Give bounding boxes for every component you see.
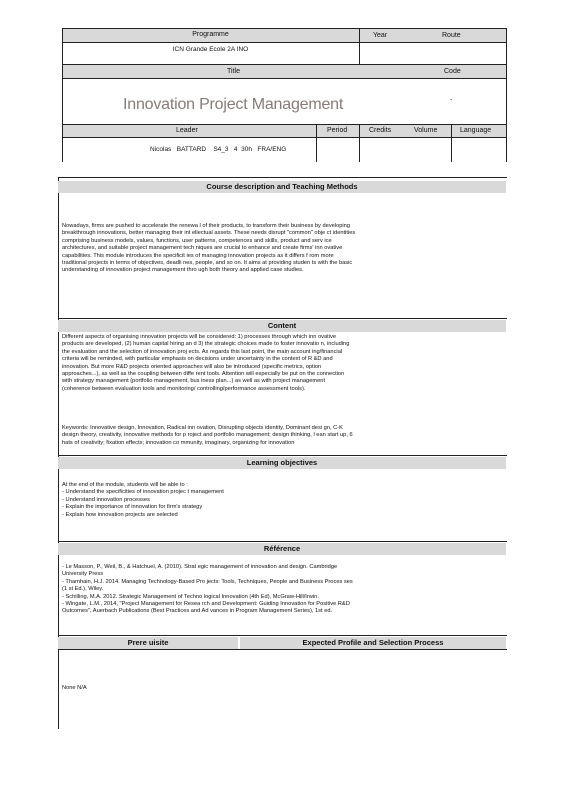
title-label: Title [227, 68, 240, 75]
text-line: - Understand innovation processes [62, 496, 150, 503]
language-label: Language [460, 127, 492, 134]
text-line: understanding of innovation project management thro ugh both theory and applied case studies. [62, 267, 304, 274]
text-line: - Thamhain, H.J. 2014. Managing Technology-Based Pro jects: Tools, Techniques, People and Business Proces ses [62, 578, 353, 585]
objectives-text [62, 482, 506, 519]
text-line: design theory, creativity, innovative methods for p roject and portfolio management; design thinking, l ean start up, 6 [62, 432, 353, 439]
divider [359, 124, 360, 162]
expected-profile-title: Expected Profile and Selection Process [240, 637, 506, 649]
course-description-text [62, 223, 506, 275]
text-line: Nowadays, firms are pushed to accelerate the renewa l of their products, to transform their business by developing [62, 223, 350, 229]
text-line: University Press [62, 571, 104, 578]
divider [62, 64, 506, 65]
text-line: traditional projects in terms of objectives, deadli nes, people, and so on. It aims at providing studen ts with the basic [62, 260, 353, 267]
divider [58, 318, 507, 319]
credits-label: Credits [369, 127, 392, 134]
text-line: Outcomes", Auerbach Publications (Best Practices and Ad vances in Program Management Series), 1st ed. [62, 608, 333, 615]
text-line: - Understand the specificities of innovation projec t management [62, 489, 224, 496]
content-text [62, 334, 506, 393]
divider [451, 124, 452, 162]
divider [58, 455, 507, 456]
programme-label: Programme [62, 29, 359, 42]
course-title: Innovation Project Management [123, 96, 344, 113]
year-label: Year [373, 32, 388, 39]
text-line: Different aspects of organising innovation projects will be considered: 1) processes through which inn ovative [62, 334, 336, 340]
divider [359, 28, 360, 64]
prerequisite-value: None N/A [62, 685, 87, 691]
text-line: with strategy management (portfolio management, bus iness plan...) as well as with project management [62, 378, 326, 385]
title-code-header [62, 65, 506, 78]
text-line: the evaluation and the selection of innovation proj ects. As regards this last point, the main account ing/financial [62, 348, 343, 355]
text-line: - Explain how innovation projects are selected [62, 511, 178, 518]
keywords-text [62, 425, 506, 447]
text-line: criteria will be reminded, with particular emphasis on decisions under uncertainty in the context of R &D and [62, 356, 333, 363]
text-line: hats of creativity; fixation effects; innovation co mmunity, imaginary, organizing for innovation [62, 439, 295, 446]
text-line: approaches...), as well as the coupling between diffe rent tools. Attention will especially be put on the connection [62, 371, 345, 378]
text-line: architectures, and suitable project management tech niques are crucial to enhance and create firms' inn ovative [62, 245, 343, 252]
divider [62, 78, 506, 79]
divider [62, 124, 506, 125]
text-line: breakthrough innovations, better managing their int ellectual assets. These needs disrupt "common" obje ct identities [62, 230, 356, 237]
text-line: - Explain the importance of innovation for firm's strategy [62, 504, 203, 511]
text-line: (coherence between evaluation tools and monitoring/ controlling/performance assessment tools). [62, 385, 306, 392]
route-label: Route [442, 32, 461, 39]
divider [58, 177, 507, 178]
text-line: innovation. But more R&D projects oriented approaches will also be introduced (specific metrics, option [62, 363, 322, 370]
leader-label: Leader [176, 127, 198, 134]
text-line: - Le Masson, P., Weil, B., & Hatchuel, A. (2010). Strat egic management of innovation and design. Cambridge [62, 564, 338, 570]
code-label: Code [444, 68, 461, 75]
text-line: - Schilling, M.A. 2012. Strategic Management of Techno logical Innovation (4th Ed), McGraw-Hill/Irwin. [62, 593, 319, 600]
divider [62, 137, 506, 138]
divider [506, 28, 507, 162]
divider [62, 28, 63, 162]
divider [58, 649, 507, 650]
leader-value: Nicolas BATTARD S4_3 4 30h FRA/ENG [150, 146, 287, 153]
period-label: Period [327, 127, 348, 134]
divider [62, 42, 506, 43]
text-line: (1 st Ed.), Wiley. [62, 586, 104, 593]
divider [62, 28, 506, 29]
references-text [62, 564, 506, 616]
text-line: At the end of the module, students will be able to : [62, 482, 188, 488]
course-description-title: Course description and Teaching Methods [58, 181, 506, 193]
text-line: capabilities. This module introduces the specificit ies of managing innovation projects as it differs f rom more [62, 252, 334, 259]
text-line: - Wingate, L.M., 2014, "Project Management for Resea rch and Development: Guiding Innovation for Positive R&D [62, 601, 350, 608]
divider [58, 635, 507, 636]
references-title: Référence [58, 543, 506, 555]
content-title: Content [58, 320, 506, 332]
programme-value: ICN Grande Ecole 2A INO [172, 46, 249, 53]
divider [316, 124, 317, 162]
leader-header [62, 125, 506, 137]
objectives-title: Learning objectives [58, 457, 506, 469]
code-value: - [450, 97, 453, 104]
year-route-header [359, 29, 506, 42]
volume-label: Volume [414, 127, 438, 134]
text-line: Keywords: Innovative design, Innovation, Radical inn ovation, Disrupting objects identity, Dominant desi gn, C-K [62, 425, 343, 431]
text-line: products are developed, (2) human capital hiring an d 3) the strategic choices made to foster innovatio n, including [62, 341, 350, 348]
text-line: comprising business models, values, functions, user patterns, competences and skills, product and serv ice [62, 237, 332, 244]
divider [58, 541, 507, 542]
prerequisite-title: Prere uisite [58, 637, 238, 649]
